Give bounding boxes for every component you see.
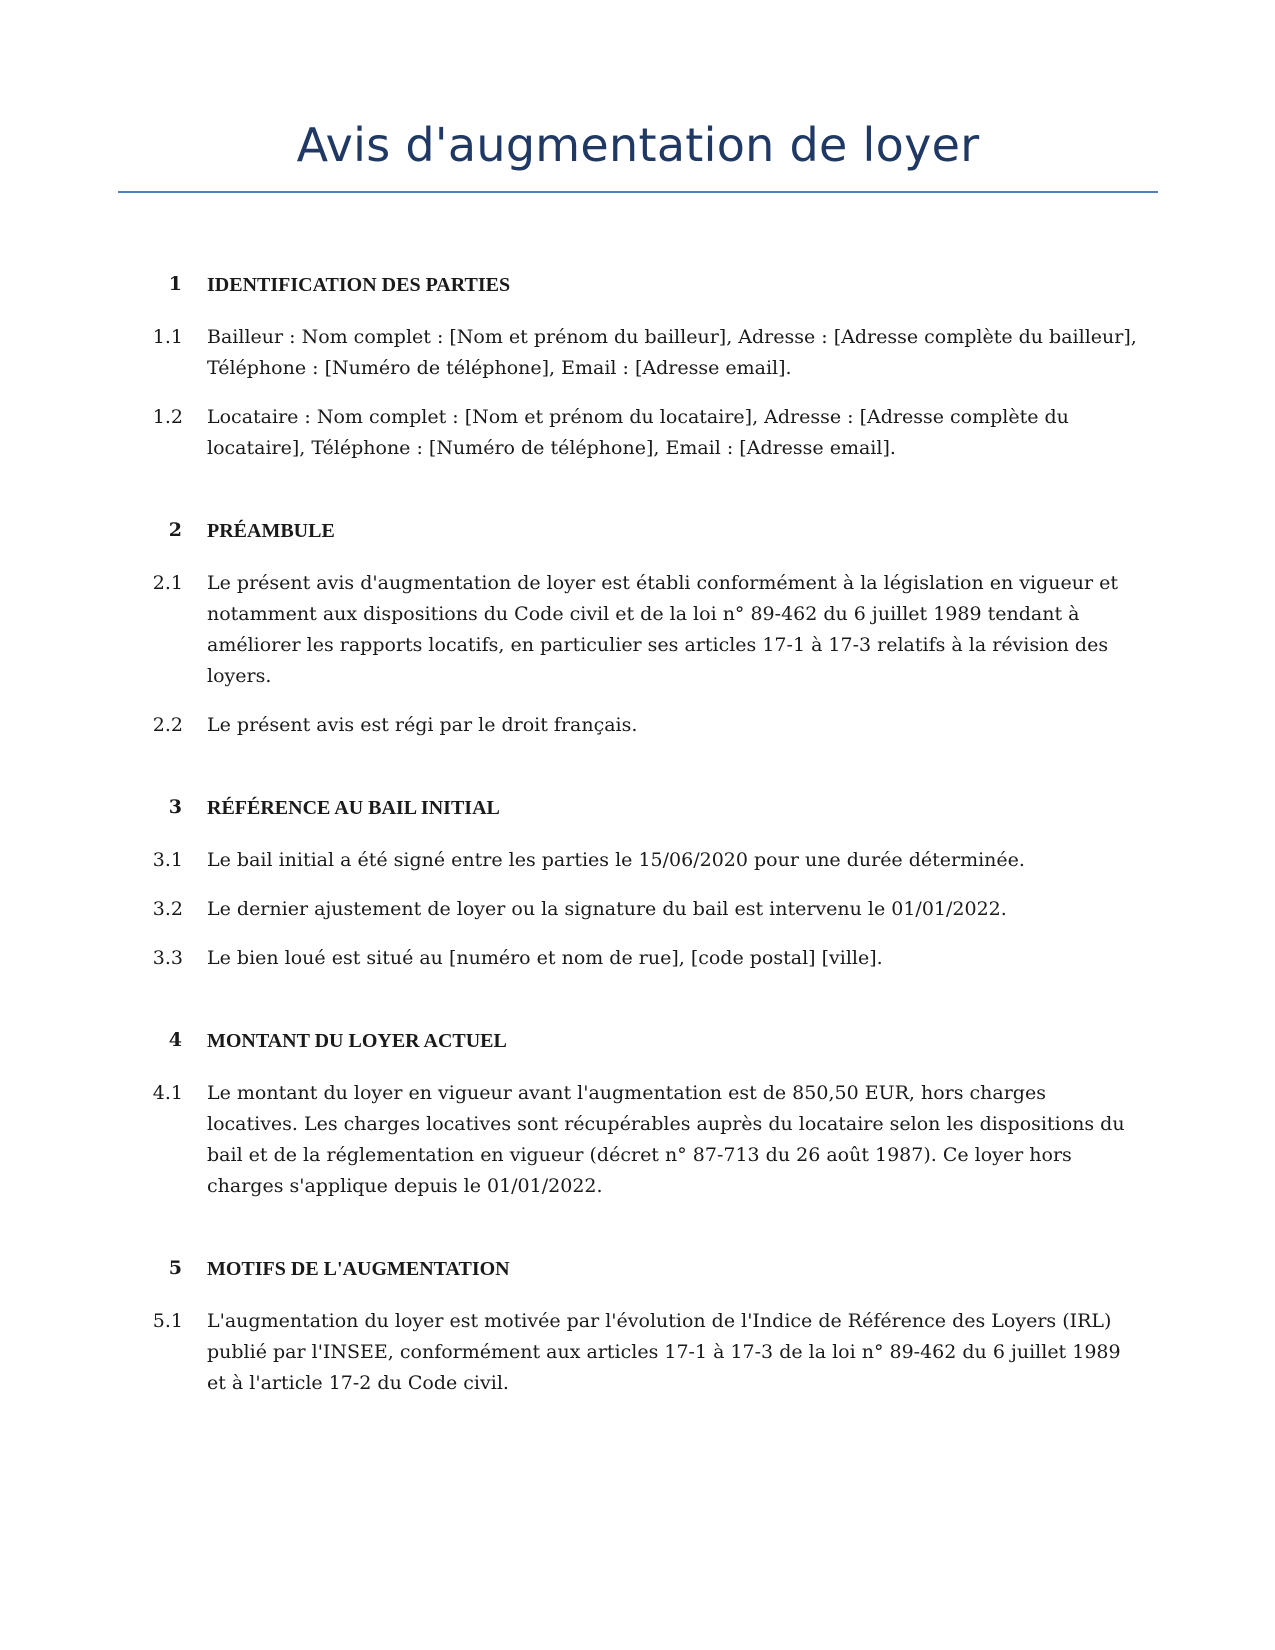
clause-number: 3.2: [152, 898, 183, 920]
clause-number: 1.2: [152, 406, 183, 428]
section-title: IDENTIFICATION DES PARTIES: [207, 274, 511, 296]
clause-number: 2.1: [152, 572, 183, 594]
section-heading: [0, 1254, 1275, 1288]
clause-number: 5.1: [152, 1310, 183, 1332]
section-heading: [0, 793, 1275, 827]
clause-text: Le montant du loyer en vigueur avant l'augmentation est de 850,50 EUR, hors charges locatives. Les charges locatives sont récupérables auprès du locataire selon les dispositions du bail et de la réglementation en vigueur (décret n° 87-713 du 26 août 1987). Ce loyer hors charges s'applique depuis le 01/01/2022.: [207, 1082, 1125, 1197]
clause: [0, 845, 1275, 876]
section-title: MOTIFS DE L'AUGMENTATION: [207, 1258, 510, 1280]
clause-text: Locataire : Nom complet : [Nom et prénom du locataire], Adresse : [Adresse complète du locataire], Téléphone : [Numéro de téléphone], Email : [Adresse email].: [207, 406, 1069, 459]
clause-text: Le bail initial a été signé entre les parties le 15/06/2020 pour une durée déterminée.: [207, 849, 1025, 871]
clause: [0, 1078, 1275, 1202]
clause: [0, 1306, 1275, 1399]
clause: [0, 943, 1275, 974]
section-number: 5: [168, 1257, 182, 1279]
title-underline: [118, 191, 1158, 193]
clause-text: Le dernier ajustement de loyer ou la signature du bail est intervenu le 01/01/2022.: [207, 898, 1007, 920]
clause-text: Le présent avis d'augmentation de loyer est établi conformément à la législation en vigueur et notamment aux dispositions du Code civil et de la loi n° 89-462 du 6 juillet 1989 tendant à améliorer les rapports locatifs, en particulier ses articles 17-1 à 17-3 relatifs à la révision des loyers.: [207, 572, 1118, 687]
section-number: 4: [168, 1029, 182, 1051]
section-heading: [0, 1026, 1275, 1060]
clause: [0, 402, 1275, 464]
section-heading: [0, 270, 1275, 304]
clause-text: Bailleur : Nom complet : [Nom et prénom du bailleur], Adresse : [Adresse complète du bailleur], Téléphone : [Numéro de téléphone], Email : [Adresse email].: [207, 326, 1137, 379]
section-heading: [0, 516, 1275, 550]
document-title: Avis d'augmentation de loyer: [296, 118, 980, 172]
clause: [0, 568, 1275, 692]
section-preambule: [0, 516, 1275, 741]
section-montant-loyer: [0, 1026, 1275, 1202]
section-identification: [0, 270, 1275, 464]
section-title: PRÉAMBULE: [207, 520, 335, 542]
section-number: 3: [168, 796, 182, 818]
clause: [0, 894, 1275, 925]
clause-number: 1.1: [152, 326, 183, 348]
clause-text: Le bien loué est situé au [numéro et nom de rue], [code postal] [ville].: [207, 947, 883, 969]
section-title: MONTANT DU LOYER ACTUEL: [207, 1030, 507, 1052]
clause-text: L'augmentation du loyer est motivée par l'évolution de l'Indice de Référence des Loyers (IRL) publié par l'INSEE, conformément aux articles 17-1 à 17-3 de la loi n° 89-462 du 6 juillet 1989 et à l'article 17-2 du Code civil.: [207, 1310, 1121, 1394]
section-number: 2: [168, 519, 182, 541]
clause-number: 3.1: [152, 849, 183, 871]
clause-text: Le présent avis est régi par le droit français.: [207, 714, 638, 736]
clause-number: 3.3: [152, 947, 183, 969]
clause-number: 2.2: [152, 714, 183, 736]
clause-number: 4.1: [152, 1082, 183, 1104]
section-title: RÉFÉRENCE AU BAIL INITIAL: [207, 797, 500, 819]
clause: [0, 710, 1275, 741]
section-reference-bail: [0, 793, 1275, 974]
clause: [0, 322, 1275, 384]
section-number: 1: [168, 273, 182, 295]
document-body: [0, 270, 1275, 1451]
section-motifs: [0, 1254, 1275, 1399]
